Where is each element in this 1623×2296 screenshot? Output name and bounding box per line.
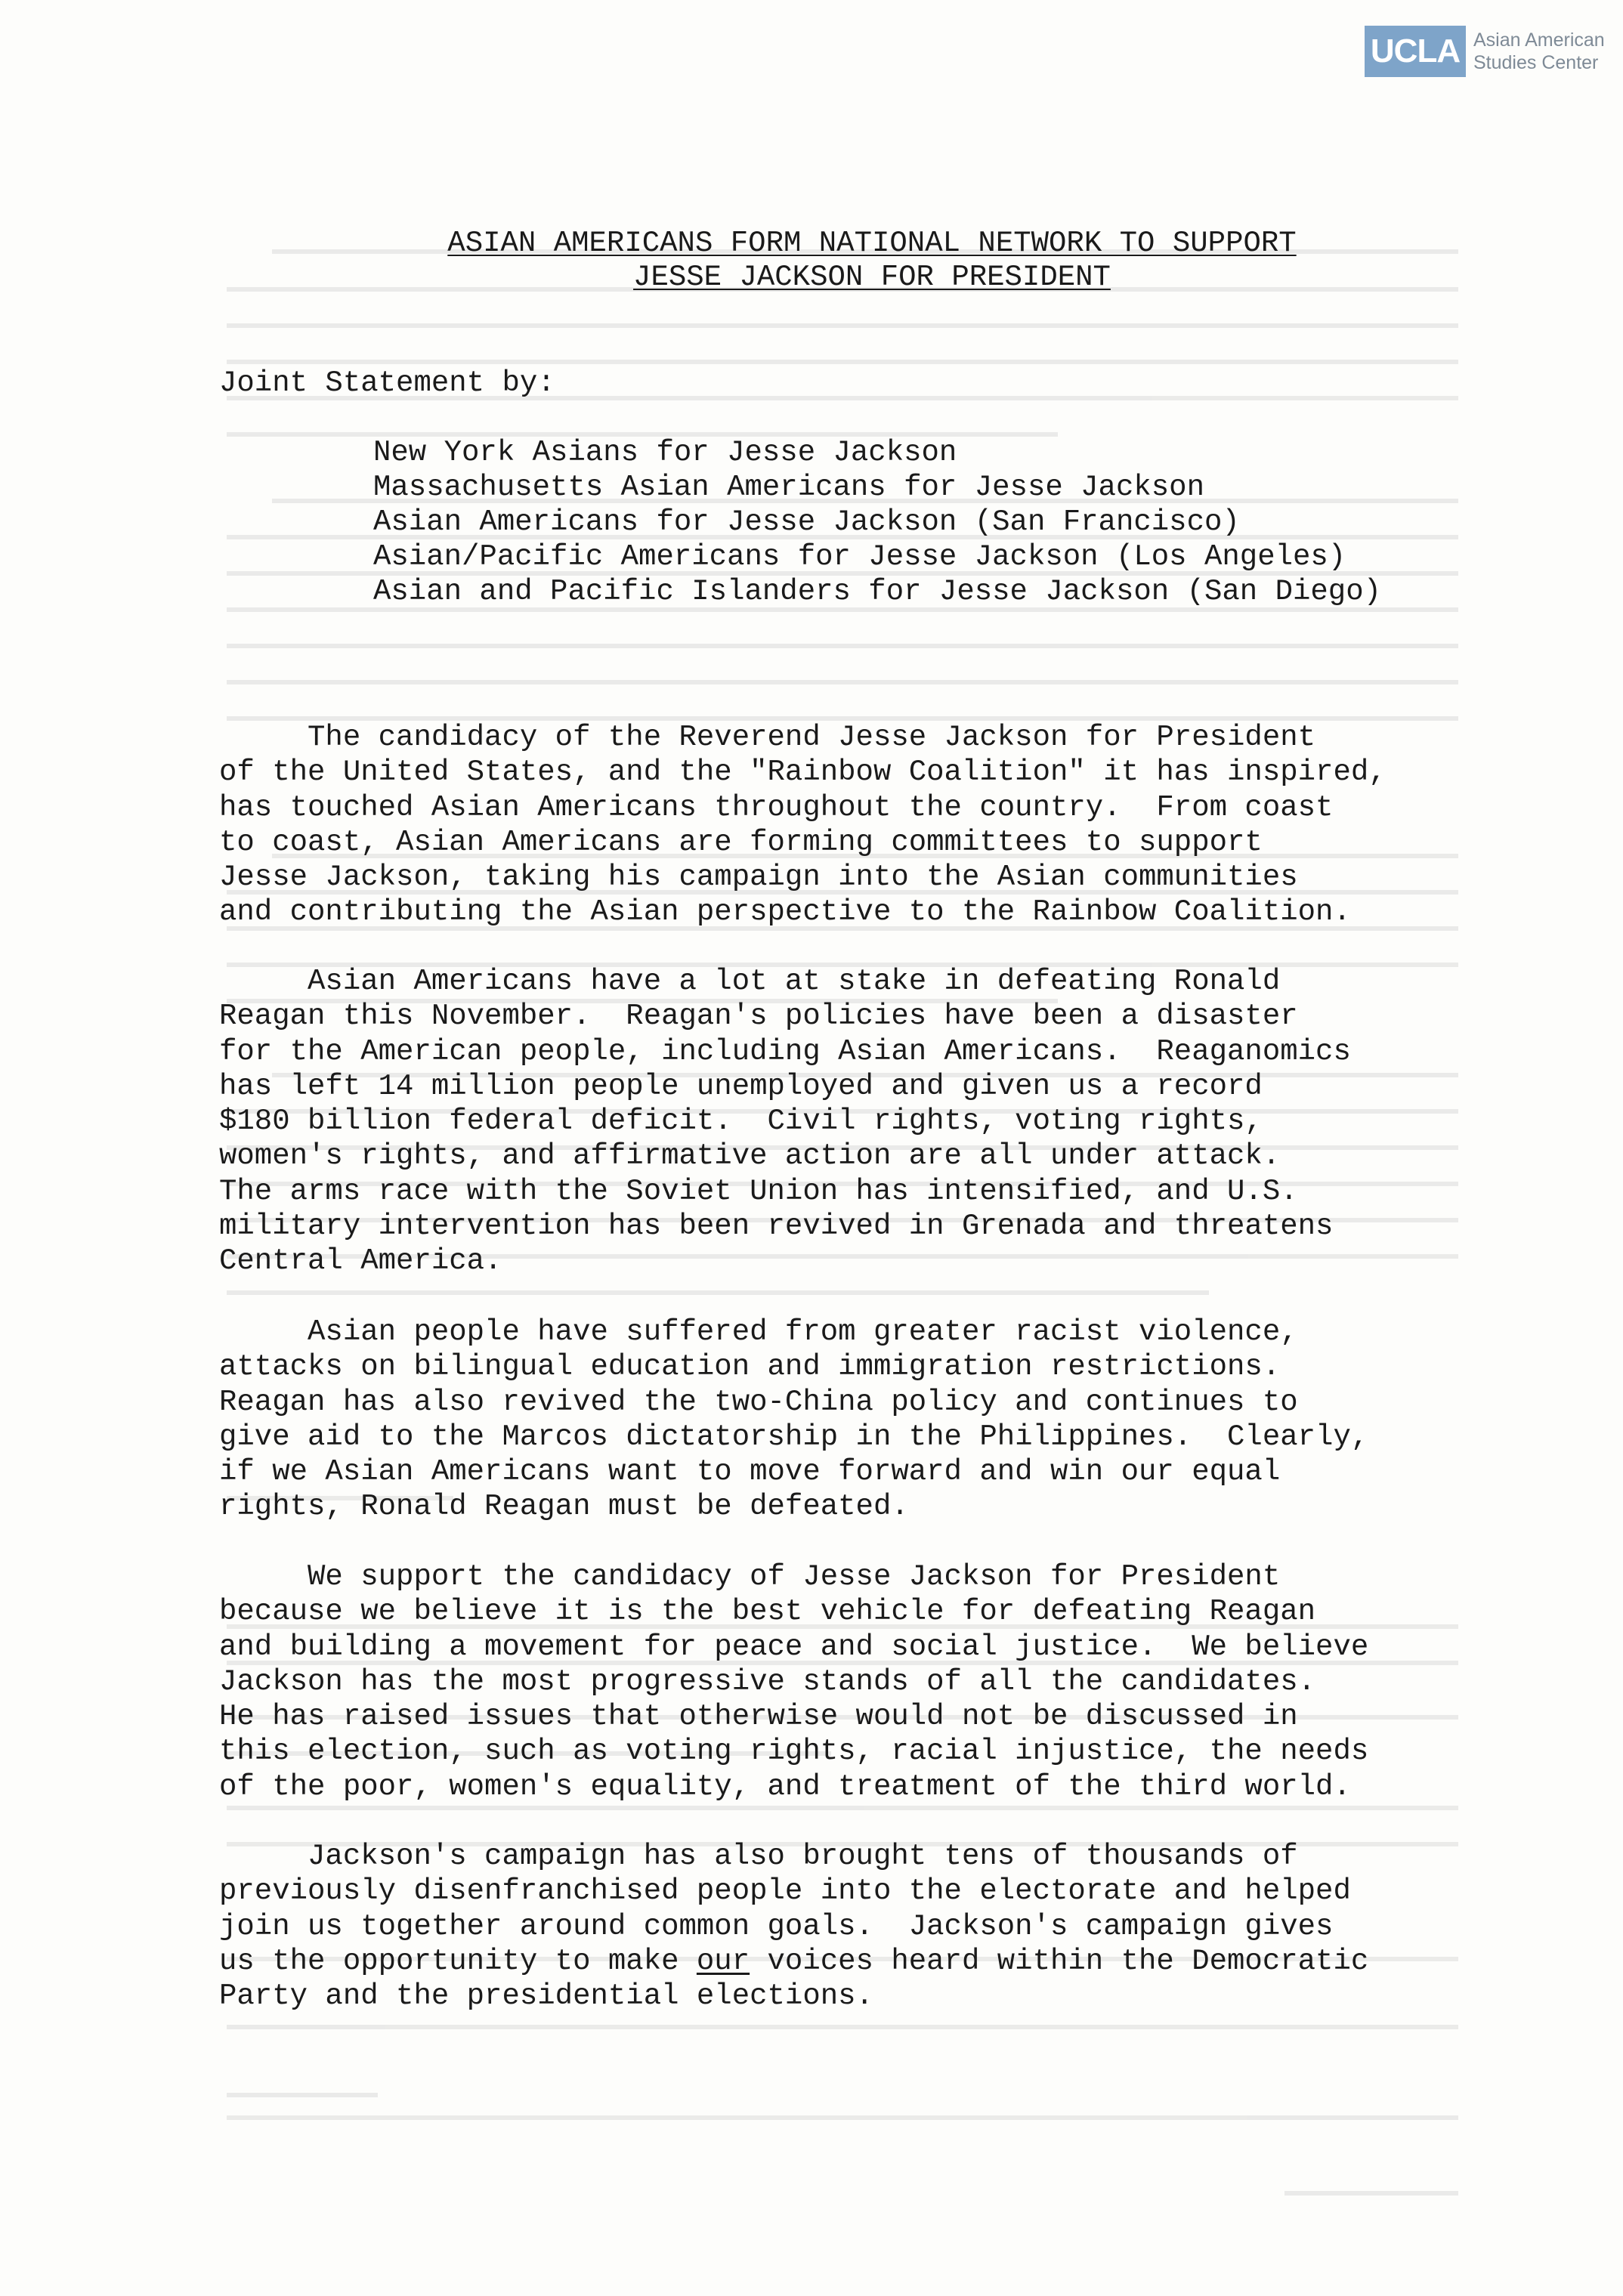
paragraph-3	[219, 1315, 1519, 1525]
organization-item: Asian/Pacific Americans for Jesse Jackson (Los Angeles)	[373, 540, 1346, 573]
paragraph-line: and contributing the Asian perspective to the Rainbow Coalition.	[219, 895, 1351, 929]
paragraph-line: $180 billion federal deficit. Civil rights, voting rights,	[219, 1105, 1263, 1139]
paragraph-line: He has raised issues that otherwise would not be discussed in	[219, 1700, 1298, 1734]
document-title-line-2: JESSE JACKSON FOR PRESIDENT	[633, 261, 1111, 294]
paragraph-line: previously disenfranchised people into the electorate and helped	[219, 1874, 1351, 1908]
paragraph-line: this election, such as voting rights, racial injustice, the needs	[219, 1735, 1369, 1769]
paragraph-line: has left 14 million people unemployed and given us a record	[219, 1069, 1263, 1103]
paragraph-line: Central America.	[219, 1244, 502, 1278]
organization-item: Massachusetts Asian Americans for Jesse Jackson	[373, 471, 1204, 504]
paragraph-line: We support the candidacy of Jesse Jackson for President	[219, 1560, 1281, 1593]
paragraph-line-with-emphasis	[219, 1944, 1519, 1979]
center-name: Asian American Studies Center	[1473, 29, 1605, 73]
paragraph-5	[219, 1839, 1519, 2013]
paragraph-line: to coast, Asian Americans are forming committees to support	[219, 825, 1263, 859]
ucla-logo: UCLA	[1365, 26, 1466, 77]
paragraph-line: Jackson's campaign has also brought tens of thousands of	[219, 1840, 1298, 1873]
organization-item: Asian Americans for Jesse Jackson (San Francisco)	[373, 505, 1240, 539]
line-prefix: us the opportunity to make	[219, 1944, 697, 1978]
paragraph-line: of the poor, women's equality, and treatment of the third world.	[219, 1769, 1351, 1803]
paragraph-line: women's rights, and affirmative action are all under attack.	[219, 1139, 1281, 1173]
organization-item: New York Asians for Jesse Jackson	[373, 436, 957, 469]
paragraph-line: The candidacy of the Reverend Jesse Jackson for President	[219, 721, 1316, 754]
paragraph-line: for the American people, including Asian Americans. Reaganomics	[219, 1034, 1351, 1068]
paragraph-2	[219, 964, 1519, 1279]
paragraph-line: attacks on bilingual education and immigration restrictions.	[219, 1350, 1281, 1384]
document-title-line-1: ASIAN AMERICANS FORM NATIONAL NETWORK TO SUPPORT	[447, 227, 1297, 260]
paragraph-4	[219, 1559, 1519, 1804]
paragraph-line: if we Asian Americans want to move forward and win our equal	[219, 1455, 1281, 1489]
line-suffix: voices heard within the Democratic	[750, 1944, 1369, 1978]
paragraph-line: Reagan has also revived the two-China policy and continues to	[219, 1385, 1298, 1419]
paragraph-line: give aid to the Marcos dictatorship in the Philippines. Clearly,	[219, 1420, 1369, 1454]
paragraph-line: join us together around common goals. Jackson's campaign gives	[219, 1909, 1334, 1943]
paragraph-line: rights, Ronald Reagan must be defeated.	[219, 1490, 909, 1524]
ucla-aasc-badge	[1365, 26, 1623, 77]
paragraph-line: has touched Asian Americans throughout the country. From coast	[219, 790, 1334, 824]
organization-item: Asian and Pacific Islanders for Jesse Jackson (San Diego)	[373, 575, 1382, 608]
paragraph-line: Asian people have suffered from greater racist violence,	[219, 1315, 1298, 1349]
paragraph-line: Reagan this November. Reagan's policies have been a disaster	[219, 1000, 1298, 1034]
paragraph-line: The arms race with the Soviet Union has intensified, and U.S.	[219, 1174, 1298, 1208]
paragraph-line: Asian Americans have a lot at stake in defeating Ronald	[219, 965, 1281, 998]
paragraph-line: Party and the presidential elections.	[219, 1979, 873, 2013]
paragraph-line: Jesse Jackson, taking his campaign into the Asian communities	[219, 861, 1298, 895]
paragraph-line: Jackson has the most progressive stands of all the candidates.	[219, 1664, 1316, 1698]
paragraph-1	[219, 720, 1519, 930]
joint-statement-label: Joint Statement by:	[219, 366, 555, 400]
paragraph-line: because we believe it is the best vehicle for defeating Reagan	[219, 1595, 1316, 1629]
paragraph-line: and building a movement for peace and social justice. We believe	[219, 1630, 1369, 1664]
paragraph-line: military intervention has been revived in Grenada and threatens	[219, 1210, 1334, 1244]
emphasized-word: our	[696, 1944, 750, 1978]
paragraph-line: of the United States, and the "Rainbow Coalition" it has inspired,	[219, 756, 1387, 790]
